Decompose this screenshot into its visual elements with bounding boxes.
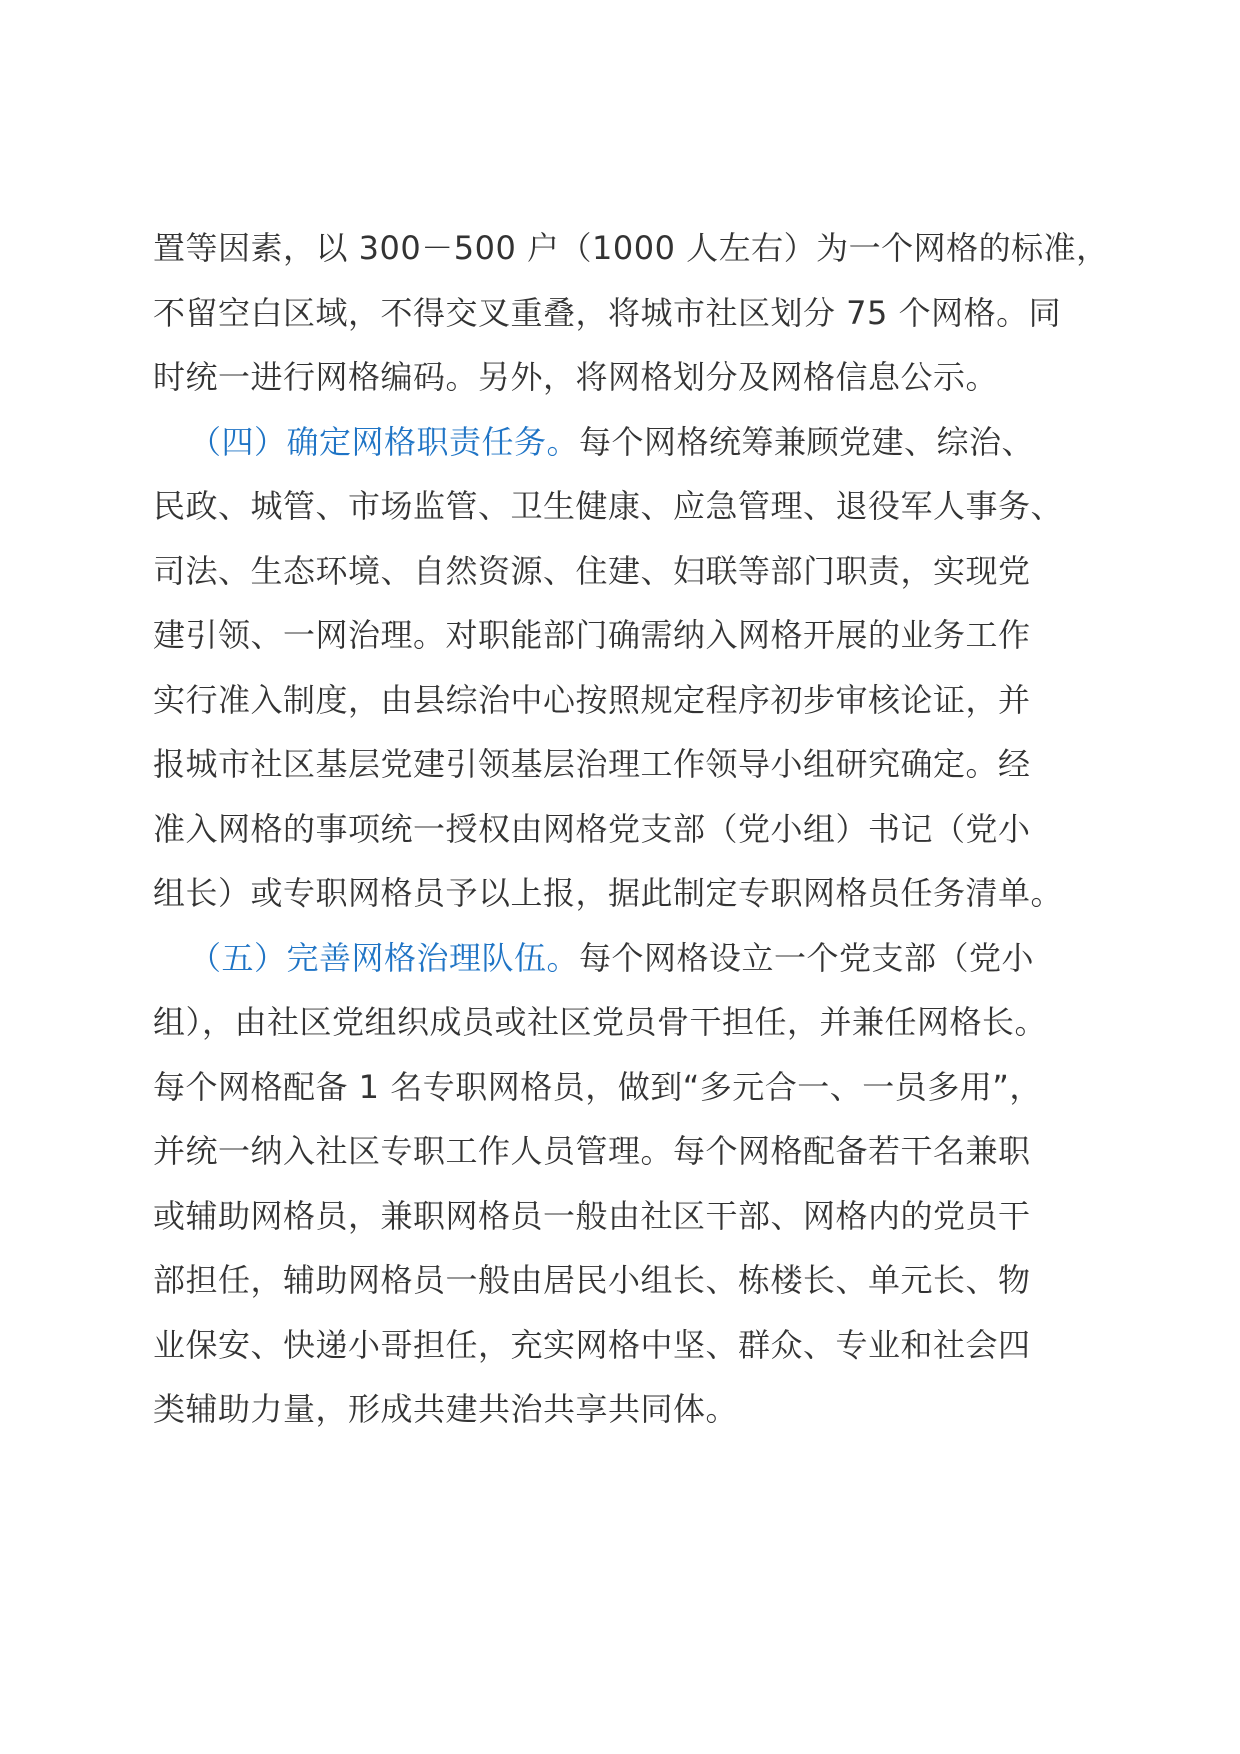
text-line-first bbox=[153, 926, 1121, 991]
text-line: 组），由社区党组织成员或社区党员骨干担任，并兼任网格长。 bbox=[153, 1003, 1048, 1041]
text-line: 报城市社区基层党建引领基层治理工作领导小组研究确定。经 bbox=[153, 745, 1031, 783]
text-line: 民政、城管、市场监管、卫生健康、应急管理、退役军人事务、 bbox=[153, 487, 1064, 525]
text-line: 实行准入制度，由县综治中心按照规定程序初步审核论证，并 bbox=[153, 680, 1031, 719]
text-line: 每个网格配备 1 名专职网格员，做到“多元合一、一员多用”， bbox=[153, 1067, 1042, 1106]
text-line: 准入网格的事项统一授权由网格党支部（党小组）书记（党小 bbox=[153, 809, 1031, 848]
text-line: 建引领、一网治理。对职能部门确需纳入网格开展的业务工作 bbox=[153, 616, 1031, 654]
text-line: 司法、生态环境、自然资源、住建、妇联等部门职责，实现党 bbox=[153, 551, 1031, 590]
text-run: 每个网格设立一个党支部（党小 bbox=[579, 938, 1035, 977]
section-heading-five: （五）完善网格治理队伍。 bbox=[189, 938, 580, 977]
paragraph-grid-team bbox=[153, 926, 1121, 1442]
text-line: 置等因素，以 300－500 户（1000 人左右）为一个网格的标准， bbox=[153, 229, 1109, 267]
text-line: 组长）或专职网格员予以上报，据此制定专职网格员任务清单。 bbox=[153, 874, 1064, 912]
paragraph-grid-division bbox=[153, 216, 1121, 410]
paragraph-grid-duties bbox=[153, 410, 1121, 926]
text-run: 每个网格统筹兼顾党建、综治、 bbox=[579, 422, 1035, 461]
text-line: 或辅助网格员，兼职网格员一般由社区干部、网格内的党员干 bbox=[153, 1196, 1031, 1235]
document-body bbox=[153, 216, 1121, 1442]
text-line: 时统一进行网格编码。另外，将网格划分及网格信息公示。 bbox=[153, 358, 999, 396]
text-line: 不留空白区域，不得交叉重叠，将城市社区划分 75 个网格。同 bbox=[153, 293, 1062, 332]
text-line: 并统一纳入社区专职工作人员管理。每个网格配备若干名兼职 bbox=[153, 1132, 1031, 1170]
text-line: 类辅助力量，形成共建共治共享共同体。 bbox=[153, 1390, 739, 1428]
text-line: 部担任，辅助网格员一般由居民小组长、栋楼长、单元长、物 bbox=[153, 1261, 1031, 1299]
text-line-first bbox=[153, 410, 1121, 475]
text-line: 业保安、快递小哥担任，充实网格中坚、群众、专业和社会四 bbox=[153, 1325, 1031, 1364]
section-heading-four: （四）确定网格职责任务。 bbox=[189, 422, 580, 461]
